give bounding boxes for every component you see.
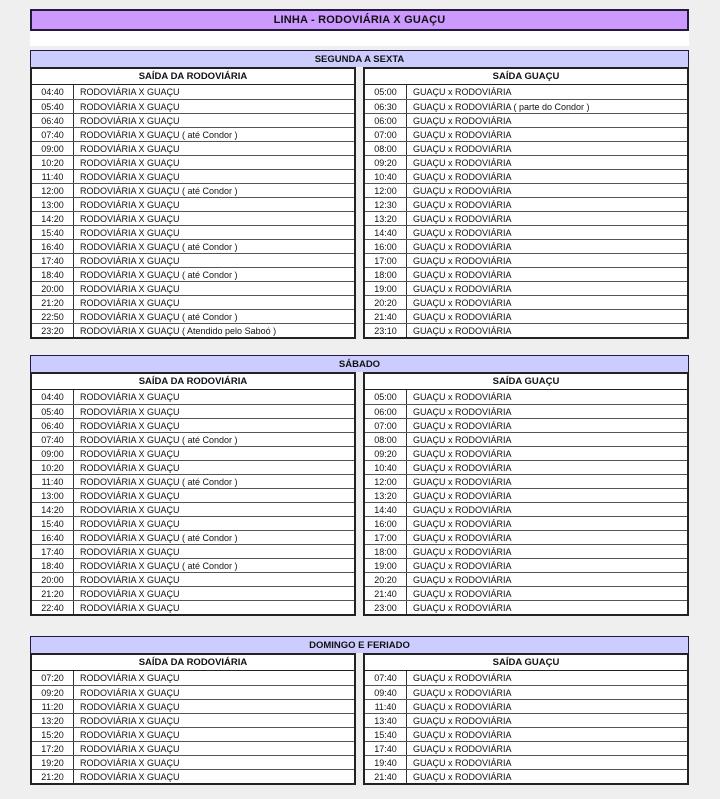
table-row (365, 390, 687, 404)
time-cell: 07:00 (365, 419, 407, 432)
time-cell: 07:20 (32, 671, 74, 685)
route-cell: RODOVIÁRIA X GUAÇU (80, 420, 180, 431)
route-cell: GUAÇU x RODOVIÁRIA (413, 283, 512, 294)
route-cell: RODOVIÁRIA X GUAÇU (80, 101, 180, 112)
column-header-rodoviaria: SAÍDA DA RODOVIÁRIA (32, 69, 354, 85)
time-cell: 06:40 (32, 114, 74, 127)
route-cell: RODOVIÁRIA X GUAÇU (80, 283, 180, 294)
table-rows (365, 390, 687, 614)
time-cell: 18:00 (365, 545, 407, 558)
table-row (32, 600, 354, 614)
table-rows (32, 390, 354, 614)
table-row (365, 741, 687, 755)
route-cell: GUAÇU x RODOVIÁRIA (413, 560, 512, 571)
table-row (32, 85, 354, 99)
time-cell: 17:00 (365, 254, 407, 267)
table-row (32, 586, 354, 600)
time-cell: 17:40 (365, 742, 407, 755)
table-row (32, 323, 354, 337)
table-row (365, 432, 687, 446)
table-row (365, 85, 687, 99)
time-cell: 15:40 (32, 226, 74, 239)
time-cell: 08:00 (365, 142, 407, 155)
timetable-page (30, 9, 689, 785)
table-row (365, 671, 687, 685)
table-row (32, 755, 354, 769)
route-cell: GUAÇU x RODOVIÁRIA (413, 325, 512, 336)
table-row (32, 769, 354, 783)
table-row (365, 446, 687, 460)
route-cell: RODOVIÁRIA X GUAÇU ( até Condor ) (80, 185, 238, 196)
departures-table-guacu (363, 372, 689, 616)
time-cell: 22:50 (32, 310, 74, 323)
route-cell: GUAÇU x RODOVIÁRIA (413, 729, 512, 740)
route-cell: RODOVIÁRIA X GUAÇU ( até Condor ) (80, 532, 238, 543)
time-cell: 21:40 (365, 587, 407, 600)
table-row (365, 141, 687, 155)
route-cell: GUAÇU x RODOVIÁRIA (413, 518, 512, 529)
time-cell: 13:20 (365, 489, 407, 502)
route-cell: GUAÇU x RODOVIÁRIA (413, 476, 512, 487)
route-cell: RODOVIÁRIA X GUAÇU (80, 406, 180, 417)
table-row (365, 713, 687, 727)
time-cell: 13:20 (365, 212, 407, 225)
table-row (32, 155, 354, 169)
time-cell: 22:40 (32, 601, 74, 614)
table-row (365, 474, 687, 488)
table-row (365, 685, 687, 699)
route-cell: GUAÇU x RODOVIÁRIA (413, 602, 512, 613)
time-cell: 23:00 (365, 601, 407, 614)
route-cell: GUAÇU x RODOVIÁRIA (413, 715, 512, 726)
time-cell: 09:20 (32, 686, 74, 699)
route-cell: GUAÇU x RODOVIÁRIA (413, 448, 512, 459)
route-cell: RODOVIÁRIA X GUAÇU ( até Condor ) (80, 241, 238, 252)
time-cell: 15:40 (365, 728, 407, 741)
time-cell: 08:00 (365, 433, 407, 446)
table-row (365, 544, 687, 558)
route-cell: GUAÇU x RODOVIÁRIA (413, 269, 512, 280)
route-cell: GUAÇU x RODOVIÁRIA (413, 157, 512, 168)
departures-table-rodoviaria (30, 372, 356, 616)
table-row (365, 769, 687, 783)
table-row (365, 558, 687, 572)
table-row (365, 239, 687, 253)
table-row (32, 530, 354, 544)
time-cell: 16:40 (32, 531, 74, 544)
table-row (365, 572, 687, 586)
table-row (32, 113, 354, 127)
route-cell: GUAÇU x RODOVIÁRIA (413, 392, 512, 402)
time-cell: 04:40 (32, 85, 74, 99)
time-cell: 11:40 (32, 170, 74, 183)
route-cell: RODOVIÁRIA X GUAÇU (80, 462, 180, 473)
table-row (32, 309, 354, 323)
route-cell: GUAÇU x RODOVIÁRIA (413, 255, 512, 266)
route-cell: GUAÇU x RODOVIÁRIA (413, 532, 512, 543)
time-cell: 14:20 (32, 212, 74, 225)
section-header: SEGUNDA A SEXTA (30, 50, 689, 67)
departures-table-rodoviaria (30, 67, 356, 339)
time-cell: 06:40 (32, 419, 74, 432)
section-header: DOMINGO E FERIADO (30, 636, 689, 653)
route-cell: GUAÇU x RODOVIÁRIA (413, 406, 512, 417)
route-cell: RODOVIÁRIA X GUAÇU (80, 687, 180, 698)
route-cell: GUAÇU x RODOVIÁRIA (413, 241, 512, 252)
schedule-section (30, 636, 689, 785)
table-row (32, 390, 354, 404)
route-cell: RODOVIÁRIA X GUAÇU (80, 701, 180, 712)
table-row (32, 253, 354, 267)
time-cell: 20:00 (32, 282, 74, 295)
table-row (32, 446, 354, 460)
time-cell: 13:00 (32, 489, 74, 502)
time-cell: 06:30 (365, 100, 407, 113)
route-cell: RODOVIÁRIA X GUAÇU (80, 297, 180, 308)
time-cell: 06:00 (365, 114, 407, 127)
route-cell: GUAÇU x RODOVIÁRIA ( parte do Condor ) (413, 101, 590, 112)
time-cell: 06:00 (365, 405, 407, 418)
route-cell: RODOVIÁRIA X GUAÇU ( até Condor ) (80, 269, 238, 280)
table-row (365, 516, 687, 530)
spacer-strip (30, 31, 689, 46)
table-row (365, 530, 687, 544)
route-cell: GUAÇU x RODOVIÁRIA (413, 420, 512, 431)
time-cell: 17:20 (32, 742, 74, 755)
route-cell: GUAÇU x RODOVIÁRIA (413, 504, 512, 515)
time-cell: 19:20 (32, 756, 74, 769)
table-row (365, 502, 687, 516)
table-row (365, 727, 687, 741)
time-cell: 21:40 (365, 310, 407, 323)
route-cell: RODOVIÁRIA X GUAÇU (80, 213, 180, 224)
table-row (32, 239, 354, 253)
route-cell: GUAÇU x RODOVIÁRIA (413, 757, 512, 768)
time-cell: 23:10 (365, 324, 407, 337)
route-cell: GUAÇU x RODOVIÁRIA (413, 771, 512, 782)
table-row (365, 460, 687, 474)
time-cell: 09:00 (32, 142, 74, 155)
time-cell: 15:40 (32, 517, 74, 530)
table-row (32, 169, 354, 183)
table-row (32, 516, 354, 530)
table-row (365, 183, 687, 197)
table-row (32, 502, 354, 516)
column-header-guacu: SAÍDA GUAÇU (365, 69, 687, 85)
table-row (32, 671, 354, 685)
time-cell: 21:20 (32, 770, 74, 783)
section-header: SÁBADO (30, 355, 689, 372)
table-row (32, 572, 354, 586)
route-cell: GUAÇU x RODOVIÁRIA (413, 171, 512, 182)
time-cell: 19:40 (365, 756, 407, 769)
route-cell: GUAÇU x RODOVIÁRIA (413, 87, 512, 97)
route-cell: RODOVIÁRIA X GUAÇU (80, 143, 180, 154)
table-row (365, 488, 687, 502)
route-cell: RODOVIÁRIA X GUAÇU (80, 199, 180, 210)
section-tables (30, 67, 689, 339)
route-cell: RODOVIÁRIA X GUAÇU ( até Condor ) (80, 434, 238, 445)
table-rows (32, 85, 354, 337)
route-cell: RODOVIÁRIA X GUAÇU (80, 602, 180, 613)
route-cell: RODOVIÁRIA X GUAÇU (80, 490, 180, 501)
time-cell: 21:20 (32, 296, 74, 309)
column-header-guacu: SAÍDA GUAÇU (365, 374, 687, 390)
time-cell: 10:20 (32, 461, 74, 474)
route-cell: RODOVIÁRIA X GUAÇU (80, 518, 180, 529)
table-row (32, 225, 354, 239)
table-rows (32, 671, 354, 783)
route-cell: RODOVIÁRIA X GUAÇU (80, 115, 180, 126)
route-cell: GUAÇU x RODOVIÁRIA (413, 143, 512, 154)
sections-container (30, 50, 689, 785)
time-cell: 16:40 (32, 240, 74, 253)
page-title: LINHA - RODOVIÁRIA X GUAÇU (30, 9, 689, 31)
table-row (32, 699, 354, 713)
schedule-section (30, 355, 689, 616)
time-cell: 18:00 (365, 268, 407, 281)
route-cell: GUAÇU x RODOVIÁRIA (413, 462, 512, 473)
time-cell: 14:20 (32, 503, 74, 516)
time-cell: 12:00 (365, 475, 407, 488)
route-cell: GUAÇU x RODOVIÁRIA (413, 311, 512, 322)
route-cell: GUAÇU x RODOVIÁRIA (413, 297, 512, 308)
route-cell: RODOVIÁRIA X GUAÇU (80, 504, 180, 515)
table-row (365, 281, 687, 295)
time-cell: 13:00 (32, 198, 74, 211)
departures-table-rodoviaria (30, 653, 356, 785)
table-row (32, 685, 354, 699)
table-row (32, 141, 354, 155)
route-cell: GUAÇU x RODOVIÁRIA (413, 546, 512, 557)
route-cell: GUAÇU x RODOVIÁRIA (413, 434, 512, 445)
time-cell: 13:20 (32, 714, 74, 727)
time-cell: 07:40 (32, 128, 74, 141)
route-cell: GUAÇU x RODOVIÁRIA (413, 574, 512, 585)
route-cell: RODOVIÁRIA X GUAÇU (80, 87, 180, 97)
time-cell: 17:00 (365, 531, 407, 544)
route-cell: GUAÇU x RODOVIÁRIA (413, 743, 512, 754)
time-cell: 12:00 (365, 184, 407, 197)
table-row (365, 127, 687, 141)
time-cell: 11:20 (32, 700, 74, 713)
time-cell: 05:40 (32, 405, 74, 418)
time-cell: 09:20 (365, 447, 407, 460)
time-cell: 19:00 (365, 282, 407, 295)
time-cell: 16:00 (365, 517, 407, 530)
table-row (365, 211, 687, 225)
table-row (365, 155, 687, 169)
route-cell: RODOVIÁRIA X GUAÇU ( até Condor ) (80, 476, 238, 487)
table-row (32, 267, 354, 281)
time-cell: 14:40 (365, 226, 407, 239)
time-cell: 12:00 (32, 184, 74, 197)
time-cell: 10:20 (32, 156, 74, 169)
table-row (365, 295, 687, 309)
column-header-guacu: SAÍDA GUAÇU (365, 655, 687, 671)
table-row (365, 169, 687, 183)
table-row (32, 211, 354, 225)
route-cell: GUAÇU x RODOVIÁRIA (413, 199, 512, 210)
time-cell: 21:20 (32, 587, 74, 600)
route-cell: RODOVIÁRIA X GUAÇU (80, 771, 180, 782)
column-header-rodoviaria: SAÍDA DA RODOVIÁRIA (32, 374, 354, 390)
table-row (365, 99, 687, 113)
time-cell: 10:40 (365, 461, 407, 474)
time-cell: 11:40 (365, 700, 407, 713)
table-row (365, 600, 687, 614)
table-row (32, 295, 354, 309)
time-cell: 04:40 (32, 390, 74, 404)
table-row (32, 544, 354, 558)
table-row (365, 404, 687, 418)
time-cell: 12:30 (365, 198, 407, 211)
table-row (365, 113, 687, 127)
route-cell: RODOVIÁRIA X GUAÇU (80, 574, 180, 585)
route-cell: GUAÇU x RODOVIÁRIA (413, 588, 512, 599)
table-row (365, 225, 687, 239)
table-rows (365, 671, 687, 783)
table-row (365, 586, 687, 600)
route-cell: RODOVIÁRIA X GUAÇU ( Atendido pelo Saboó ) (80, 325, 277, 336)
table-row (32, 727, 354, 741)
section-tables (30, 653, 689, 785)
departures-table-guacu (363, 653, 689, 785)
table-row (32, 127, 354, 141)
route-cell: RODOVIÁRIA X GUAÇU (80, 757, 180, 768)
table-row (32, 99, 354, 113)
time-cell: 14:40 (365, 503, 407, 516)
time-cell: 10:40 (365, 170, 407, 183)
table-row (365, 418, 687, 432)
table-row (32, 418, 354, 432)
route-cell: RODOVIÁRIA X GUAÇU (80, 588, 180, 599)
route-cell: GUAÇU x RODOVIÁRIA (413, 115, 512, 126)
time-cell: 13:40 (365, 714, 407, 727)
route-cell: RODOVIÁRIA X GUAÇU (80, 255, 180, 266)
route-cell: RODOVIÁRIA X GUAÇU ( até Condor ) (80, 129, 238, 140)
table-rows (365, 85, 687, 337)
route-cell: GUAÇU x RODOVIÁRIA (413, 227, 512, 238)
time-cell: 09:20 (365, 156, 407, 169)
route-cell: RODOVIÁRIA X GUAÇU (80, 546, 180, 557)
table-row (32, 460, 354, 474)
route-cell: RODOVIÁRIA X GUAÇU (80, 743, 180, 754)
table-row (365, 699, 687, 713)
time-cell: 21:40 (365, 770, 407, 783)
table-row (32, 404, 354, 418)
route-cell: RODOVIÁRIA X GUAÇU (80, 729, 180, 740)
route-cell: GUAÇU x RODOVIÁRIA (413, 213, 512, 224)
table-row (365, 755, 687, 769)
time-cell: 07:40 (365, 671, 407, 685)
time-cell: 15:20 (32, 728, 74, 741)
time-cell: 20:20 (365, 296, 407, 309)
route-cell: RODOVIÁRIA X GUAÇU (80, 171, 180, 182)
time-cell: 19:00 (365, 559, 407, 572)
route-cell: RODOVIÁRIA X GUAÇU (80, 227, 180, 238)
route-cell: RODOVIÁRIA X GUAÇU (80, 715, 180, 726)
time-cell: 20:00 (32, 573, 74, 586)
route-cell: RODOVIÁRIA X GUAÇU (80, 157, 180, 168)
route-cell: GUAÇU x RODOVIÁRIA (413, 490, 512, 501)
table-row (365, 309, 687, 323)
column-header-rodoviaria: SAÍDA DA RODOVIÁRIA (32, 655, 354, 671)
table-row (365, 323, 687, 337)
route-cell: RODOVIÁRIA X GUAÇU ( até Condor ) (80, 560, 238, 571)
time-cell: 17:40 (32, 254, 74, 267)
route-cell: RODOVIÁRIA X GUAÇU ( até Condor ) (80, 311, 238, 322)
section-tables (30, 372, 689, 616)
time-cell: 09:00 (32, 447, 74, 460)
route-cell: GUAÇU x RODOVIÁRIA (413, 687, 512, 698)
time-cell: 09:40 (365, 686, 407, 699)
time-cell: 05:40 (32, 100, 74, 113)
time-cell: 11:40 (32, 475, 74, 488)
time-cell: 18:40 (32, 268, 74, 281)
table-row (365, 197, 687, 211)
route-cell: RODOVIÁRIA X GUAÇU (80, 448, 180, 459)
time-cell: 05:00 (365, 85, 407, 99)
route-cell: GUAÇU x RODOVIÁRIA (413, 129, 512, 140)
time-cell: 18:40 (32, 559, 74, 572)
table-row (32, 197, 354, 211)
table-row (32, 183, 354, 197)
table-row (365, 267, 687, 281)
time-cell: 07:00 (365, 128, 407, 141)
table-row (32, 713, 354, 727)
table-row (365, 253, 687, 267)
table-row (32, 558, 354, 572)
time-cell: 05:00 (365, 390, 407, 404)
table-row (32, 432, 354, 446)
departures-table-guacu (363, 67, 689, 339)
route-cell: GUAÇU x RODOVIÁRIA (413, 673, 512, 683)
route-cell: RODOVIÁRIA X GUAÇU (80, 673, 180, 683)
table-row (32, 741, 354, 755)
time-cell: 17:40 (32, 545, 74, 558)
route-cell: RODOVIÁRIA X GUAÇU (80, 392, 180, 402)
table-row (32, 474, 354, 488)
time-cell: 20:20 (365, 573, 407, 586)
time-cell: 16:00 (365, 240, 407, 253)
time-cell: 07:40 (32, 433, 74, 446)
route-cell: GUAÇU x RODOVIÁRIA (413, 701, 512, 712)
schedule-section (30, 50, 689, 339)
time-cell: 23:20 (32, 324, 74, 337)
route-cell: GUAÇU x RODOVIÁRIA (413, 185, 512, 196)
table-row (32, 488, 354, 502)
table-row (32, 281, 354, 295)
